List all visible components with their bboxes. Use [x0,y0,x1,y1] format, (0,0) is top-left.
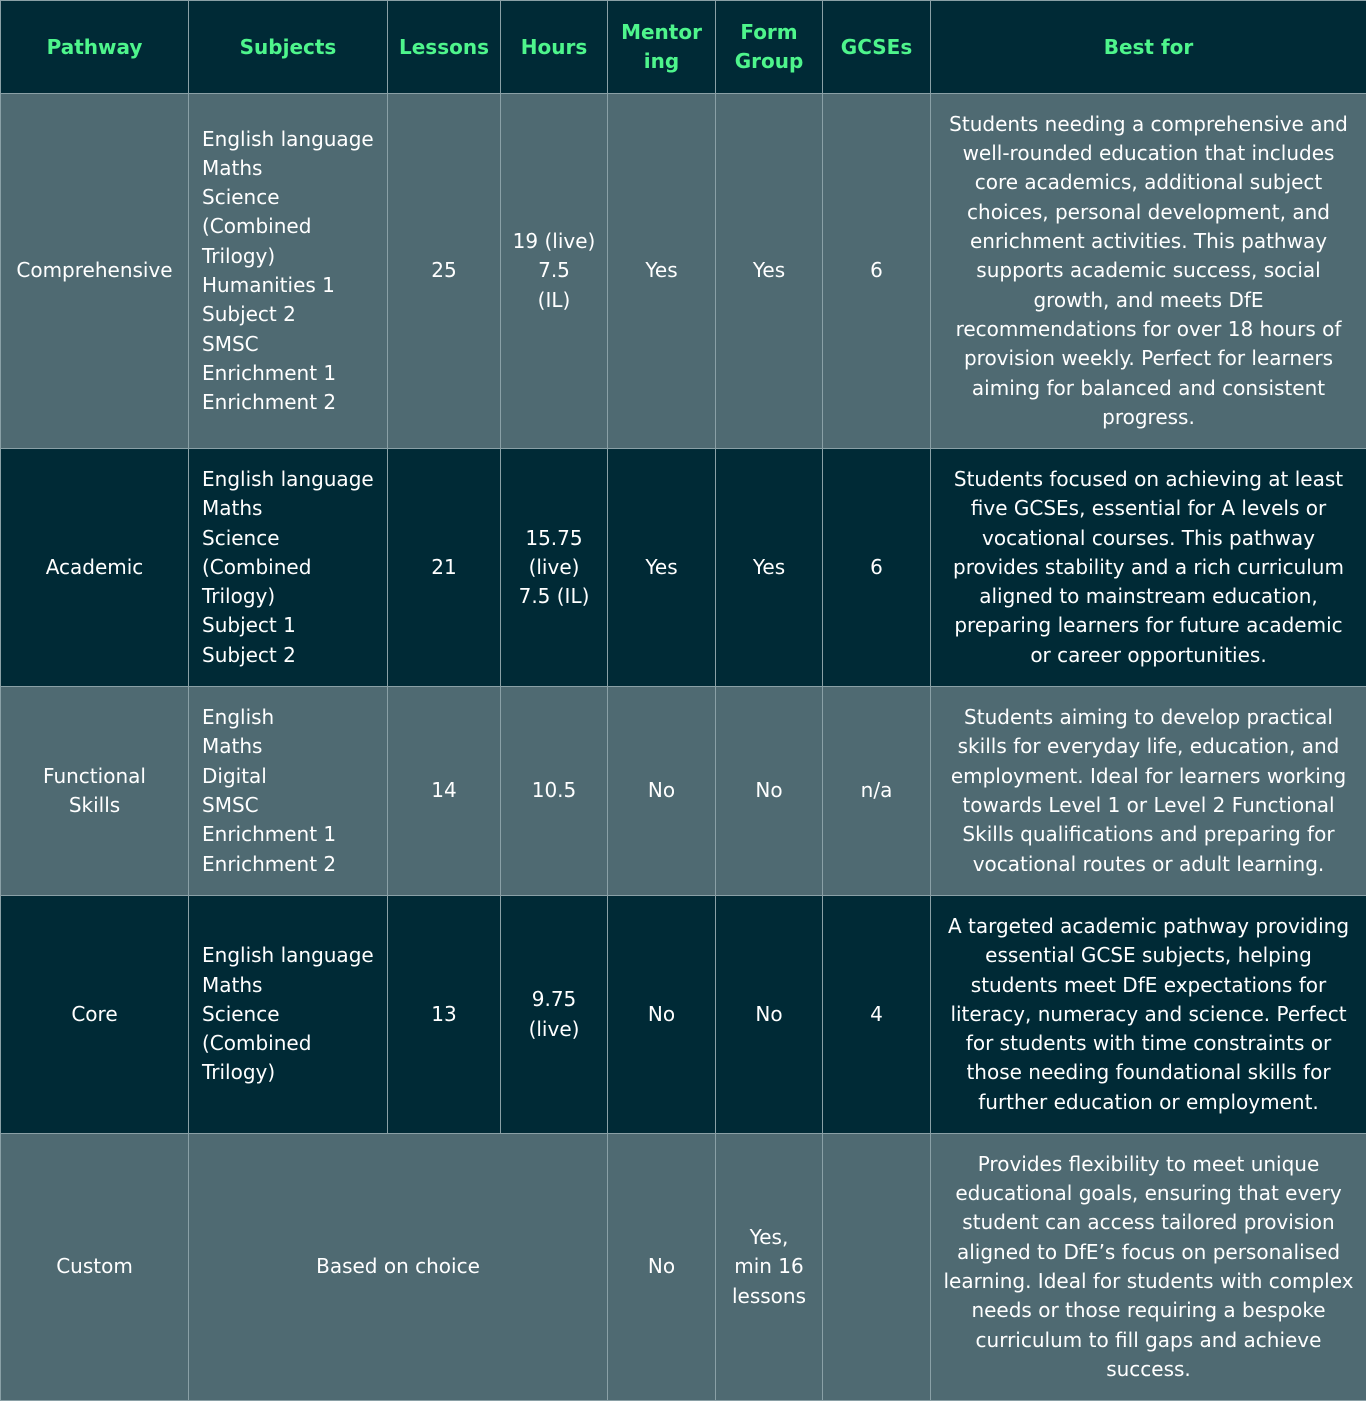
header-pathway: Pathway [1,1,189,94]
mentoring-cell: Yes [608,449,716,687]
gcses-cell [823,1134,931,1401]
best-for-cell: Students needing a comprehensive and well-rounded education that includes core academics, additional subject choices, personal development, and enrichment activities. This pathway supports academic success, social growth, and meets DfE recommendations for over 18 hours of provision weekly. Perfect for learners aiming for balanced and consistent progress. [931,94,1366,449]
subject-item: Subject 2 [202,641,383,670]
subject-item: English [202,703,383,732]
subject-item: Trilogy) [202,1058,383,1087]
header-subjects: Subjects [189,1,388,94]
header-form-group-line-2: Group [722,47,816,76]
subject-item: Maths [202,971,383,1000]
header-best-for: Best for [931,1,1366,94]
header-gcses: GCSEs [823,1,931,94]
lessons-cell: 25 [388,94,501,449]
subject-item: Maths [202,154,383,183]
subject-item: Science [202,183,383,212]
header-lessons: Lessons [388,1,501,94]
subject-item: (Combined [202,553,383,582]
mentoring-cell: No [608,1134,716,1401]
hours-line: 19 (live) [501,227,607,256]
form-group-line: lessons [720,1282,818,1311]
lessons-cell: 14 [388,687,501,896]
best-for-cell: A targeted academic pathway providing essential GCSE subjects, helping students meet DfE expectations for literacy, numeracy and science. Perfect for students with time constraints or those needing foundational skills for further education or employment. [931,896,1366,1134]
best-for-cell: Provides flexibility to meet unique educational goals, ensuring that every student can access tailored provision aligned to DfE’s focus on personalised learning. Ideal for students with complex needs or those requiring a bespoke curriculum to fill gaps and achieve success. [931,1134,1366,1401]
form-group-cell: No [716,687,823,896]
subject-item: Digital [202,762,383,791]
pathway-line: Functional [1,762,188,791]
hours-line: (IL) [501,286,607,315]
hours-cell [501,687,608,896]
table-row [1,449,1366,687]
header-hours: Hours [501,1,608,94]
hours-cell [501,449,608,687]
subject-item: Trilogy) [202,242,383,271]
subjects-cell [189,896,388,1134]
hours-line: 7.5 [501,256,607,285]
header-mentoring-line-1: Mentor [614,18,709,47]
subjects-cell [189,94,388,449]
mentoring-cell: No [608,687,716,896]
hours-line: 9.75 [501,985,607,1014]
hours-line: 7.5 (IL) [501,582,607,611]
subject-item: Subject 2 [202,300,383,329]
subject-item: Enrichment 2 [202,850,383,879]
header-mentoring [608,1,716,94]
subject-item: Maths [202,732,383,761]
header-form-group [716,1,823,94]
pathway-cell: Comprehensive [1,94,189,449]
subject-item: (Combined [202,212,383,241]
subject-item: Enrichment 1 [202,820,383,849]
best-for-cell: Students focused on achieving at least five GCSEs, essential for A levels or vocational courses. This pathway provides stability and a rich curriculum aligned to mainstream education, preparing learners for future academic or career opportunities. [931,449,1366,687]
subjects-cell [189,687,388,896]
pathway-cell [1,687,189,896]
header-mentoring-line-2: ing [614,47,709,76]
subject-item: Humanities 1 [202,271,383,300]
subject-item: SMSC [202,791,383,820]
form-group-cell [716,1134,823,1401]
subject-item: Science [202,1000,383,1029]
subject-item: English language [202,941,383,970]
subject-item: Trilogy) [202,582,383,611]
table-row [1,94,1366,449]
form-group-cell: No [716,896,823,1134]
pathway-line: Skills [1,791,188,820]
gcses-cell: 4 [823,896,931,1134]
subject-item: English language [202,465,383,494]
form-group-line: Yes, [720,1223,818,1252]
mentoring-cell: No [608,896,716,1134]
table-row [1,1134,1366,1401]
gcses-cell: 6 [823,94,931,449]
lessons-cell: 21 [388,449,501,687]
lessons-cell: 13 [388,896,501,1134]
subject-item: SMSC [202,330,383,359]
pathway-cell: Academic [1,449,189,687]
mentoring-cell: Yes [608,94,716,449]
subject-item: English language [202,125,383,154]
hours-cell [501,896,608,1134]
subjects-cell [189,449,388,687]
table-row [1,896,1366,1134]
form-group-cell: Yes [716,449,823,687]
subject-item: Maths [202,494,383,523]
hours-cell [501,94,608,449]
subject-item: Enrichment 1 [202,359,383,388]
subject-item: Subject 1 [202,611,383,640]
subject-item: (Combined [202,1029,383,1058]
gcses-cell: 6 [823,449,931,687]
hours-line: 10.5 [501,776,607,805]
header-form-group-line-1: Form [722,18,816,47]
table-row [1,687,1366,896]
table-header-row [1,1,1366,94]
pathway-cell: Custom [1,1134,189,1401]
form-group-line: min 16 [720,1252,818,1281]
hours-line: (live) [501,553,607,582]
subject-item: Science [202,524,383,553]
gcses-cell: n/a [823,687,931,896]
best-for-cell: Students aiming to develop practical skills for everyday life, education, and employment. Ideal for learners working towards Level 1 or Level 2 Functional Skills qualifications and preparing for vocational routes or adult learning. [931,687,1366,896]
subject-item: Enrichment 2 [202,388,383,417]
pathway-cell: Core [1,896,189,1134]
hours-line: 15.75 [501,524,607,553]
subjects-merged-cell: Based on choice [189,1134,608,1401]
hours-line: (live) [501,1015,607,1044]
form-group-cell: Yes [716,94,823,449]
